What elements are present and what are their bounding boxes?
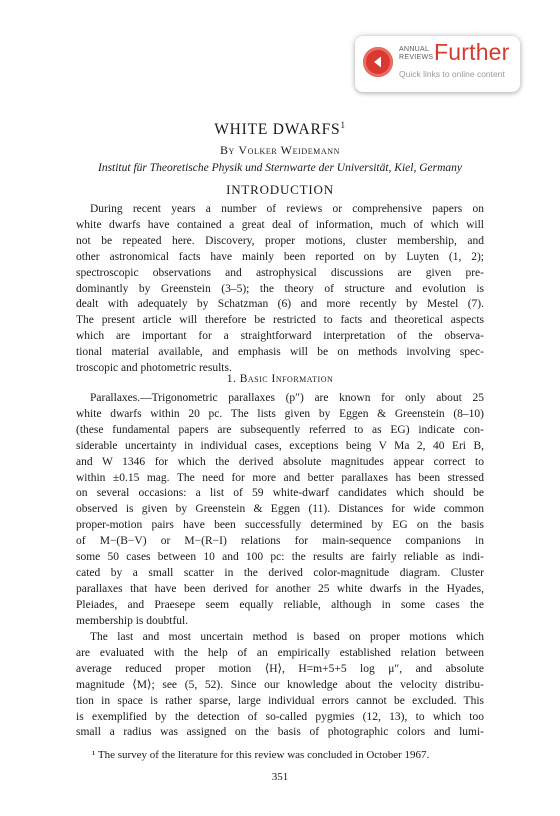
text-line: magnitude ⟨M⟩; see (5, 52). Since our knowledge about the velocity distribu- <box>76 678 484 691</box>
title-footnote-mark: 1 <box>340 120 346 130</box>
text-line: spectroscopic observations and astrophysical discussions are given pre- <box>76 266 484 279</box>
text-line: The last and most uncertain method is based on proper motions which <box>90 631 484 643</box>
parallax-paragraph <box>76 391 484 630</box>
title-text: WHITE DWARFS <box>214 121 341 139</box>
text-line: on several occasions: a list of 59 white-dwarf candidates which should be <box>76 487 484 500</box>
text-line: which are important for a straightforward interpretation of the observa- <box>76 330 484 343</box>
text-line: proper-motion pairs have been successfully determined by EG on the basis <box>76 519 484 532</box>
text-line: are evaluated with the help of an empirically established relation between <box>76 646 484 659</box>
author-name: Volker Weidemann <box>238 143 341 157</box>
text-line: During recent years a number of reviews or comprehensive papers on <box>90 203 484 215</box>
text-line: Parallaxes.—Trigonometric parallaxes (p″) are known for only about 25 <box>90 392 484 404</box>
article-title <box>0 120 560 139</box>
further-label: Further <box>434 39 510 65</box>
text-line: Pleiades, and Praesepe seem equally reliable, although in some cases the <box>76 598 484 611</box>
text-line: some 50 cases between 10 and 100 pc: the results are fairly reliable as indi- <box>76 551 484 564</box>
text-line: siderable uncertainty in individual cases, exceptions being V Ma 2, 40 Eri B, <box>76 439 484 452</box>
text-line: observed is given by Greenstein & Eggen (11). Distances for wide common <box>76 503 484 516</box>
author-by: By <box>219 143 235 157</box>
page-number: 351 <box>271 771 289 783</box>
text-line: The present article will therefore be restricted to facts and theoretical aspects <box>76 314 484 327</box>
quick-links-text[interactable]: Quick links to online content <box>399 69 505 79</box>
text-line: troscopic and photometric results. <box>76 362 232 375</box>
text-line: average reduced proper motion ⟨H⟩, H=m+5+5 log μ″, and absolute <box>76 662 484 675</box>
text-line: tional material available, and emphasis will be on methods involving spec- <box>76 346 484 359</box>
logo-annual: ANNUAL <box>399 46 430 53</box>
text-line: and W 1346 for which the derived absolute magnitudes appear correct to <box>76 455 484 468</box>
text-line: other astronomical facts have mainly been reported on by Luyten (1, 2); <box>76 250 484 263</box>
further-badge[interactable] <box>355 36 520 92</box>
section-heading: 1. Basic Information <box>226 373 334 385</box>
text-line: not be repeated here. Discovery, proper motions, cluster membership, and <box>76 234 484 247</box>
text-line: small a radius was assigned on the basis of photographic colors and lumi- <box>76 726 484 739</box>
text-line: tion in space is rather sparse, large individual errors cannot be excluded. This <box>76 694 484 707</box>
text-line: dealt with adequately by Schatzman (6) and more recently by Mestel (7). <box>76 298 484 311</box>
intro-heading: INTRODUCTION <box>226 182 334 197</box>
affiliation: Institut für Theoretische Physik und Sternwarte der Universität, Kiel, Germany <box>97 162 462 174</box>
text-line: is exemplified by the detection of so-called pygmies (12, 13), to which too <box>76 710 484 723</box>
text-line: dominantly by Greenstein (3–5); the theory of structure and evolution is <box>76 282 484 295</box>
author-line <box>0 143 560 158</box>
text-line: white dwarfs within 20 pc. The lists given by Eggen & Greenstein (8–10) <box>76 407 484 420</box>
proper-motion-paragraph <box>76 630 484 741</box>
text-line: cated by a small scatter in the derived color-magnitude diagram. Cluster <box>76 566 484 579</box>
text-line: of M−(B−V) or M−(R−I) relations for main-sequence companions in <box>76 535 484 548</box>
annual-reviews-logo <box>399 46 433 62</box>
intro-paragraph <box>76 202 484 377</box>
text-line: (these fundamental papers are subsequently referred to as EG) indicate con- <box>76 423 484 436</box>
text-line: within ±0.15 mag. The need for more and better parallaxes has been stressed <box>76 471 484 484</box>
footnote: ¹ The survey of the literature for this review was concluded in October 1967. <box>92 749 430 761</box>
logo-reviews: REVIEWS <box>399 54 434 61</box>
text-line: parallaxes that have been derived for another 25 white dwarfs in the Hyades, <box>76 582 484 595</box>
text-line: membership is doubtful. <box>76 614 189 627</box>
text-line: white dwarfs have contained a great deal of information, much of which will <box>76 218 484 231</box>
back-arrow-icon[interactable] <box>363 47 393 77</box>
